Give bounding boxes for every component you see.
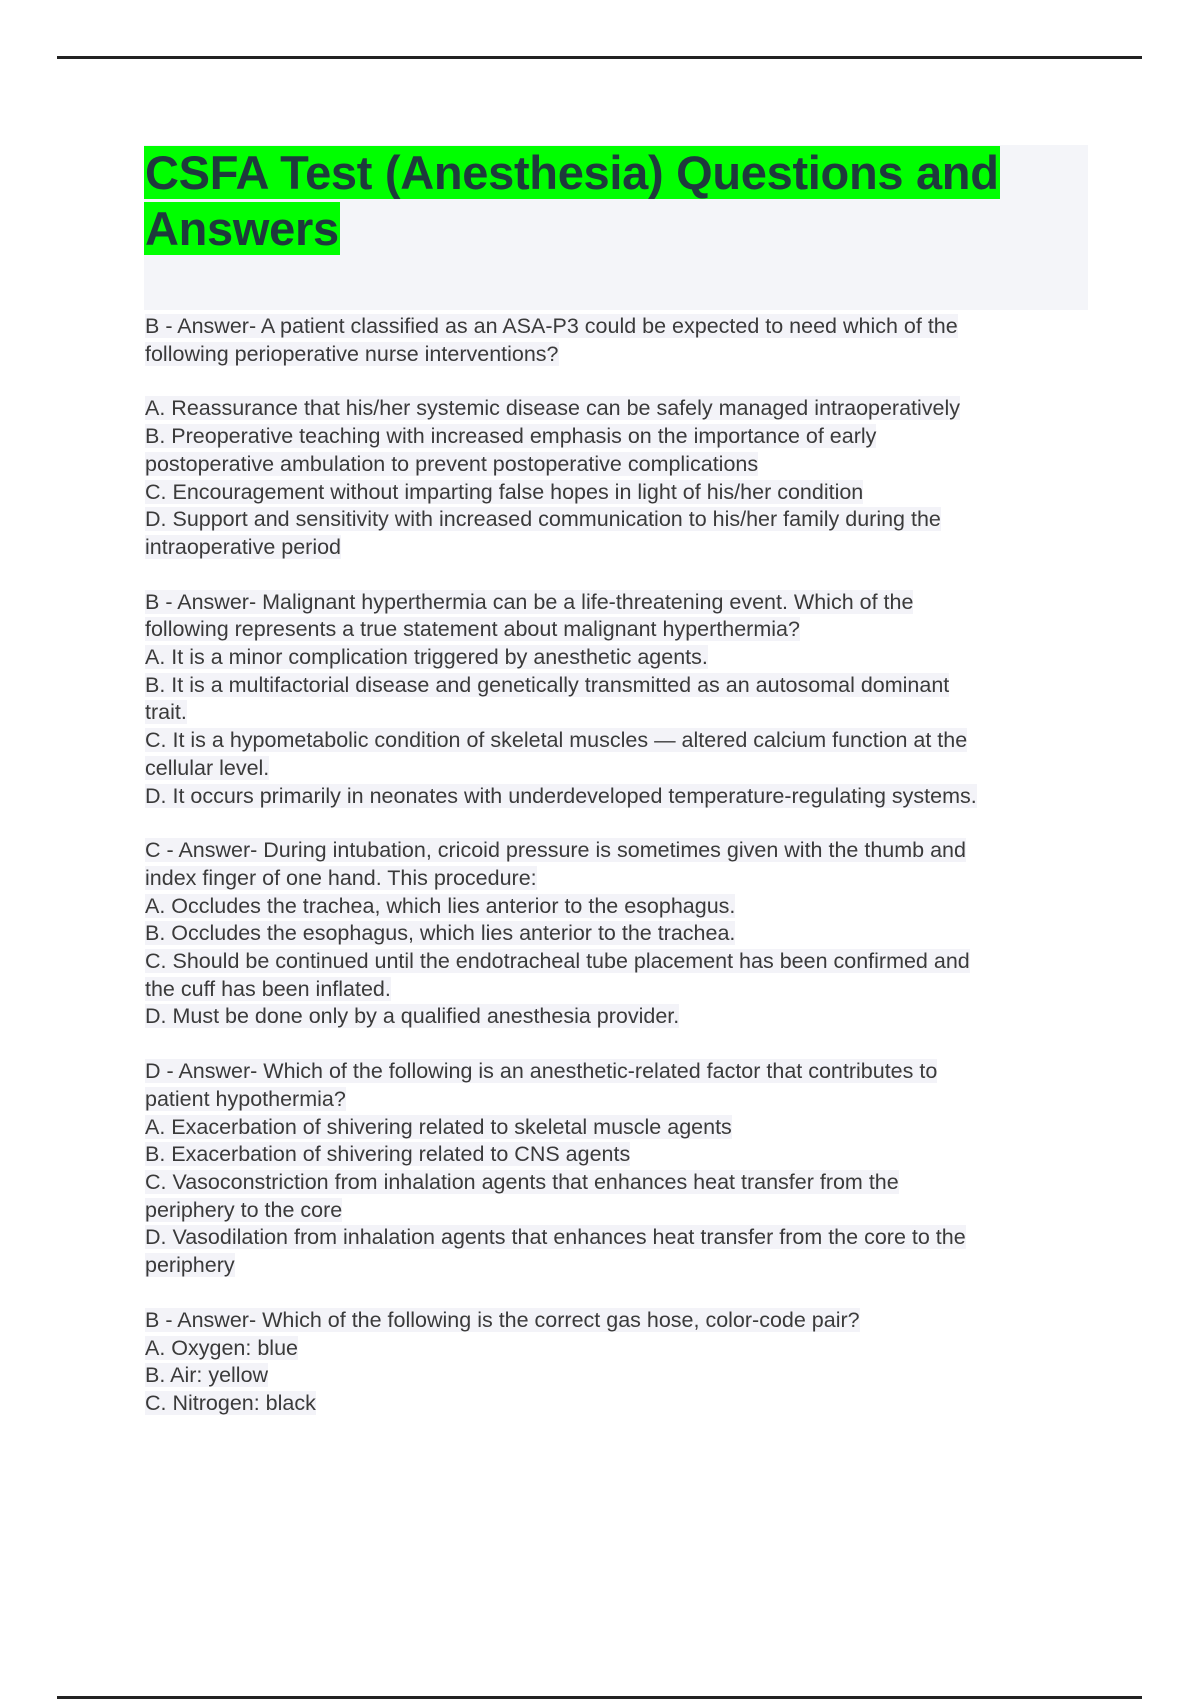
question-stem-line: B - Answer- Malignant hyperthermia can be a life-threatening event. Which of the: [145, 589, 914, 614]
answer-option-line: periphery to the core: [145, 1197, 343, 1222]
answer-option-line: A. Oxygen: blue: [145, 1335, 298, 1360]
answer-option-line: D. It occurs primarily in neonates with underdeveloped temperature-regulating systems.: [145, 783, 977, 808]
page-title: [144, 145, 1088, 257]
question-block: [145, 837, 1085, 1031]
question-stem-line: following represents a true statement about malignant hyperthermia?: [145, 617, 800, 642]
page-top-rule: [57, 56, 1142, 59]
answer-option-line: C. Nitrogen: black: [145, 1390, 316, 1415]
answer-option-line: A. Reassurance that his/her systemic disease can be safely managed intraoperatively: [145, 396, 961, 421]
answer-option-line: trait.: [145, 700, 187, 725]
question-stem-line: B - Answer- Which of the following is the correct gas hose, color-code pair?: [145, 1307, 860, 1332]
answer-option-line: cellular level.: [145, 755, 270, 780]
question-stem-line: following perioperative nurse interventions?: [145, 341, 559, 366]
answer-option-line: B. It is a multifactorial disease and genetically transmitted as an autosomal dominant: [145, 672, 950, 697]
answer-option-line: periphery: [145, 1253, 235, 1278]
title-block: [144, 145, 1088, 310]
answer-option-line: the cuff has been inflated.: [145, 976, 391, 1001]
stem-gap: [145, 368, 1085, 395]
answer-option-line: A. Exacerbation of shivering related to skeletal muscle agents: [145, 1114, 732, 1139]
question-stem-line: D - Answer- Which of the following is an anesthetic-related factor that contributes to: [145, 1059, 938, 1084]
question-block: [145, 313, 1085, 562]
answer-option-line: B. Occludes the esophagus, which lies anterior to the trachea.: [145, 921, 736, 946]
question-stem-line: B - Answer- A patient classified as an ASA-P3 could be expected to need which of the: [145, 314, 958, 338]
answer-option-line: C. Encouragement without imparting false hopes in light of his/her condition: [145, 479, 864, 504]
qa-content: [145, 313, 1085, 1445]
answer-option-line: A. It is a minor complication triggered by anesthetic agents.: [145, 645, 708, 670]
question-block: [145, 1058, 1085, 1280]
answer-option-line: B. Preoperative teaching with increased emphasis on the importance of early: [145, 424, 877, 449]
question-stem-line: patient hypothermia?: [145, 1086, 346, 1111]
answer-option-line: D. Support and sensitivity with increased communication to his/her family during the: [145, 507, 941, 532]
answer-option-line: B. Exacerbation of shivering related to CNS agents: [145, 1142, 631, 1167]
answer-option-line: A. Occludes the trachea, which lies anterior to the esophagus.: [145, 893, 736, 918]
answer-option-line: intraoperative period: [145, 534, 342, 559]
answer-option-line: C. Vasoconstriction from inhalation agents that enhances heat transfer from the: [145, 1169, 899, 1194]
question-block: [145, 1307, 1085, 1418]
title-line-2: Answers: [145, 202, 339, 255]
answer-option-line: C. Should be continued until the endotracheal tube placement has been confirmed and: [145, 949, 970, 974]
answer-option-line: D. Must be done only by a qualified anesthesia provider.: [145, 1004, 680, 1029]
answer-option-line: C. It is a hypometabolic condition of skeletal muscles — altered calcium function at the: [145, 728, 968, 753]
question-stem-line: index finger of one hand. This procedure:: [145, 865, 537, 890]
page-bottom-rule: [57, 1696, 1142, 1699]
title-line-1: CSFA Test (Anesthesia) Questions and: [145, 146, 999, 199]
question-stem-line: C - Answer- During intubation, cricoid pressure is sometimes given with the thumb and: [145, 838, 966, 863]
answer-option-line: B. Air: yellow: [145, 1363, 269, 1388]
question-block: [145, 589, 1085, 811]
answer-option-line: postoperative ambulation to prevent postoperative complications: [145, 451, 759, 476]
answer-option-line: D. Vasodilation from inhalation agents that enhances heat transfer from the core to the: [145, 1225, 966, 1250]
